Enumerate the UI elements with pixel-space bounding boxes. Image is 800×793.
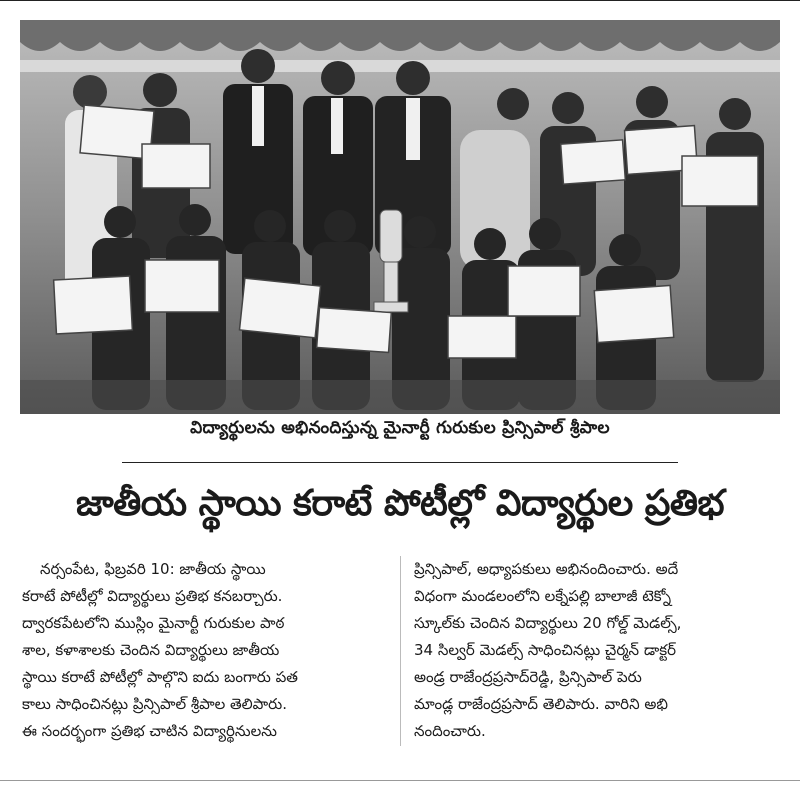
headline: జాతీయ స్థాయి కరాటే పోటీల్లో విద్యార్థుల ప్రతిభ bbox=[75, 483, 725, 524]
top-rule bbox=[0, 0, 800, 1]
photo-caption: విద్యార్థులను అభినందిస్తున్న మైనార్టీ గురుకుల ప్రిన్సిపాల్ శ్రీపాల bbox=[190, 418, 610, 438]
body-line: విధంగా మండలంలోని లక్నేపల్లి బాలాజీ టెక్నో bbox=[414, 587, 672, 605]
body-line: కాలు సాధించినట్లు ప్రిన్సిపాల్ శ్రీపాల తెలిపారు. bbox=[22, 695, 287, 713]
body-line: స్కూల్‌కు చెందిన విద్యార్థులు 20 గోల్డ్ మెడల్స్, bbox=[414, 614, 682, 632]
body-line: 34 సిల్వర్ మెడల్స్ సాధించినట్లు చైర్మన్ డాక్టర్ bbox=[414, 641, 676, 659]
tent-valance bbox=[20, 20, 780, 51]
body-line: శాల, కళాశాలకు చెందిన విద్యార్థులు జాతీయ bbox=[22, 641, 280, 659]
body-line: అండ్ర రాజేంద్రప్రసాద్‌రెడ్డి, ప్రిన్సిపాల్ పెరు bbox=[414, 668, 642, 686]
body-line: కరాటే పోటీల్లో విద్యార్థులు ప్రతిభ కనబర్చారు. bbox=[22, 587, 283, 605]
column-divider bbox=[400, 556, 401, 746]
caption-divider bbox=[122, 462, 678, 463]
body-line: ప్రిన్సిపాల్, అధ్యాపకులు అభినందించారు. అదే bbox=[414, 560, 679, 578]
body-line: ఈ సందర్భంగా ప్రతిభ చాటిన విద్యార్థినులను bbox=[22, 722, 277, 740]
article-column-1 bbox=[22, 556, 392, 745]
body-line: నర్సంపేట, ఫిబ్రవరి 10: జాతీయ స్థాయి bbox=[40, 560, 266, 578]
article-column-2 bbox=[414, 556, 784, 745]
group-photo bbox=[20, 20, 780, 414]
body-line: స్థాయి కరాటే పోటీల్లో పాల్గొని ఐదు బంగారు పత bbox=[22, 668, 298, 686]
bottom-rule bbox=[0, 780, 800, 781]
body-line: ద్వారకపేటలోని ముస్లిం మైనార్టీ గురుకుల పాఠ bbox=[22, 614, 285, 632]
body-line: మాండ్ల రాజేంద్రప్రసాద్ తెలిపారు. వారిని అభి bbox=[414, 695, 668, 713]
body-line: నందించారు. bbox=[414, 722, 486, 740]
